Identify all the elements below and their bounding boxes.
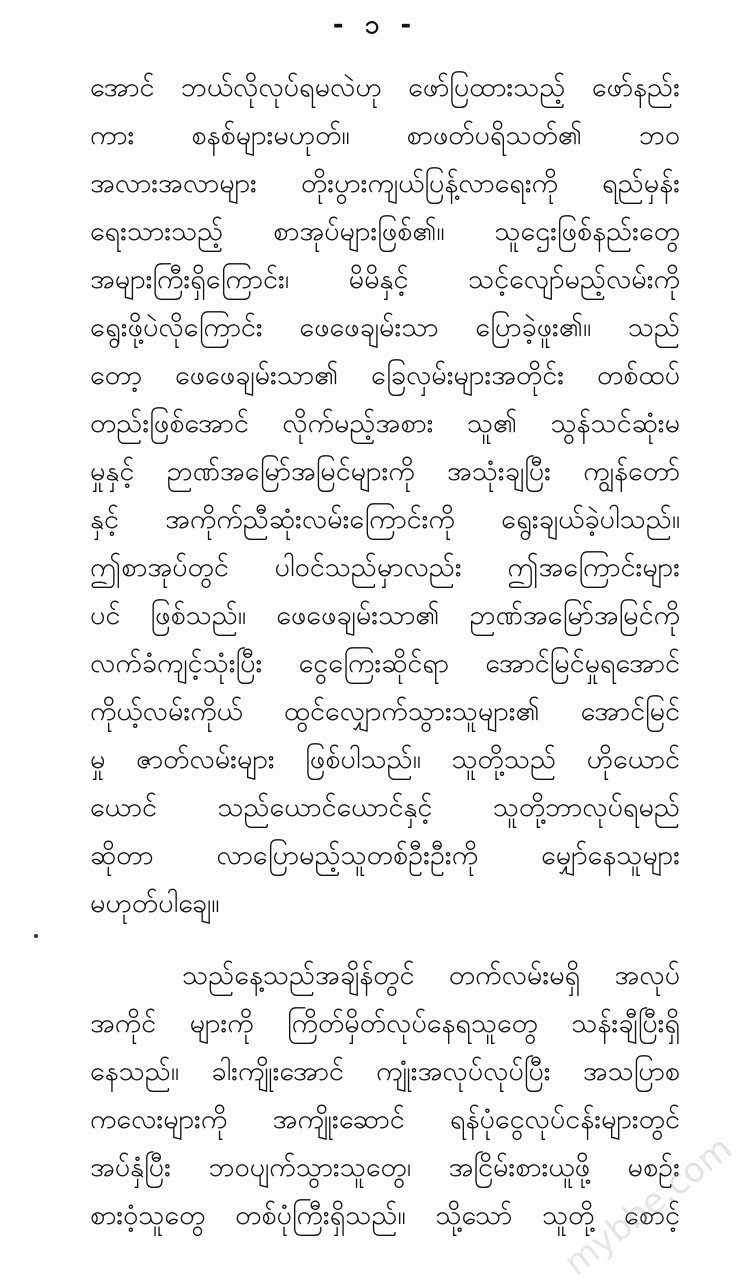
text-line: မှု ဇာတ်လမ်းများ ဖြစ်ပါသည်။ သူတို့သည် ဟိုယောင် <box>90 744 680 775</box>
text-line: သည်နေ့သည်အချိန်တွင် တက်လမ်းမရှိ အလုပ် <box>182 960 680 991</box>
text-line: ရေးသားသည့် စာအုပ်များဖြစ်၏။ သူဌေးဖြစ်နည်းတွေ <box>90 216 680 247</box>
text-line: အလားအလာများ တိုးပွားကျယ်ပြန့်လာရေးကို ရည်မှန်း <box>90 168 680 199</box>
text-line: ရွေးဖို့ပဲလိုကြောင်း ဖေဖေချမ်းသာ ပြောခဲ့ဖူး၏။ သည် <box>90 312 680 343</box>
text-line: အကိုင် များကို ကြိတ်မှိတ်လုပ်နေရသူတွေ သန်းချီပြီးရှိ <box>90 1008 680 1039</box>
paragraph-1 <box>90 64 680 928</box>
text-line: အပ်နှံပြီး ဘဝပျက်သွားသူတွေ၊ အငြိမ်းစားယူဖို့ မစဉ်း <box>90 1152 680 1183</box>
text-line: တည်းဖြစ်အောင် လိုက်မည့်အစား သူ၏ သွန်သင်ဆုံးမ <box>90 408 680 439</box>
text-line: အောင် ဘယ်လိုလုပ်ရမလဲဟု ဖော်ပြထားသည့် ဖော်နည်း <box>90 72 680 103</box>
text-line: နှင့် အကိုက်ညီဆုံးလမ်းကြောင်းကို ရွေးချယ်ခဲ့ပါသည်။ <box>90 504 680 535</box>
text-line: ကိုယ့်လမ်းကိုယ် ထွင်လျှောက်သွားသူများ၏ အောင်မြင် <box>90 696 680 727</box>
watermark: mybbe.com <box>557 1128 740 1284</box>
page-number: - ၁ - <box>332 10 418 40</box>
paragraph-2 <box>90 952 680 1240</box>
text-line: နေသည်။ ခါးကျိုးအောင် ကျုံးအလုပ်လုပ်ပြီး အသပြာစ <box>90 1056 680 1087</box>
paragraph-gap <box>90 928 680 952</box>
text-line: ပင် ဖြစ်သည်။ ဖေဖေချမ်းသာ၏ ဉာဏ်အမြော်အမြင်ကို <box>90 600 680 631</box>
text-line: ကလေးများကို အကျိုးဆောင် ရန်ပုံငွေလုပ်ငန်းများတွင် <box>90 1104 680 1135</box>
text-line: ဆိုတာ လာပြောမည့်သူတစ်ဦးဦးကို မျှော်နေသူများ <box>90 840 680 871</box>
text-line: မှုနှင့် ဉာဏ်အမြော်အမြင်များကို အသုံးချပြီး ကျွန်တော် <box>90 456 680 487</box>
body-text <box>90 64 680 1240</box>
text-line: အများကြီးရှိကြောင်း၊ မိမိနှင့် သင့်လျော်မည့်လမ်းကို <box>90 264 680 295</box>
text-line: ကား စနစ်များမဟုတ်။ စာဖတ်ပရိသတ်၏ ဘဝ <box>90 120 680 151</box>
stray-ink-mark <box>34 934 38 938</box>
text-line: ယောင် သည်ယောင်ယောင်နှင့် သူတို့ဘာလုပ်ရမည် <box>90 792 680 823</box>
text-line: စားဝံ့သူတွေ တစ်ပုံကြီးရှိသည်။ သို့သော် သူတို့ စောင့် <box>90 1200 680 1231</box>
text-line: ဤစာအုပ်တွင် ပါဝင်သည်မှာလည်း ဤအကြောင်းများ <box>90 552 680 583</box>
text-line: မဟုတ်ပါချေ။ <box>90 888 220 919</box>
text-line: လက်ခံကျင့်သုံးပြီး ငွေကြေးဆိုင်ရာ အောင်မြင်မှုရအောင် <box>90 648 680 679</box>
text-line: တော့ ဖေဖေချမ်းသာ၏ ခြေလှမ်းများအတိုင်း တစ်ထပ် <box>90 360 680 391</box>
